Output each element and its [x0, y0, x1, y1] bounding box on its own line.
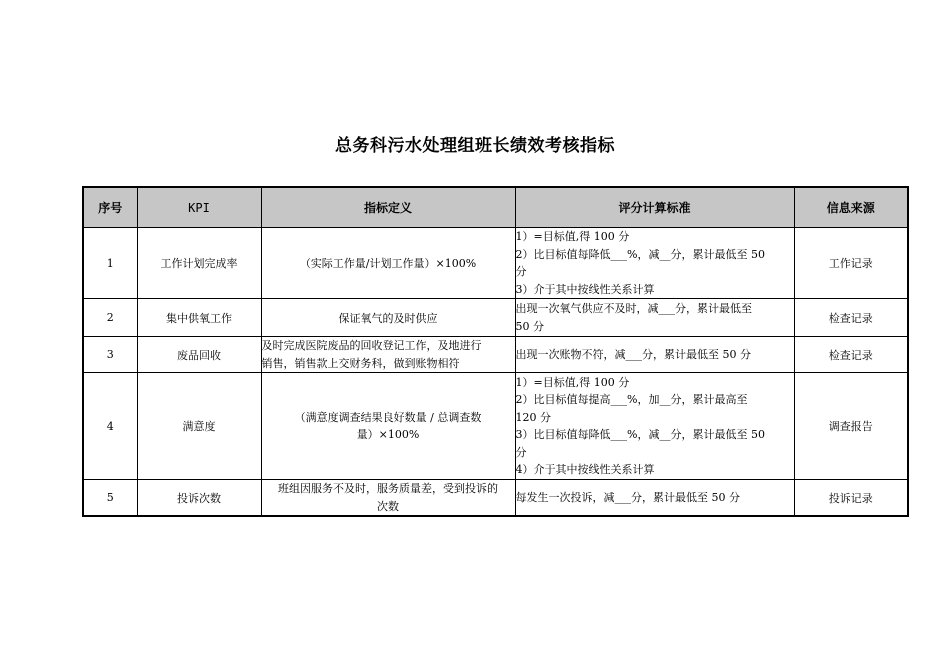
row-source: 投诉记录: [794, 480, 908, 517]
definition-line: 次数: [377, 499, 399, 513]
table-row: [83, 480, 908, 517]
criteria-line: 3）介于其中按线性关系计算: [515, 282, 655, 296]
row-seq: 2: [83, 299, 137, 337]
header-seq: 序号: [83, 187, 137, 228]
definition-line: 量）×100%: [356, 428, 420, 441]
row-seq: 4: [83, 373, 137, 480]
criteria-line: 3）比目标值每降低___%，减__分，累计最低至 50: [515, 428, 765, 441]
criteria-line: 4）介于其中按线性关系计算: [515, 463, 655, 476]
row-criteria: [515, 337, 794, 373]
criteria-line: 1）=目标值,得 100 分: [515, 230, 630, 243]
kpi-table: [82, 186, 909, 517]
row-seq: 3: [83, 337, 137, 373]
row-seq: 5: [83, 480, 137, 517]
row-definition: [261, 373, 515, 480]
row-criteria: [515, 480, 794, 517]
page-title: 总务科污水处理组班长绩效考核指标: [335, 136, 615, 156]
header-criteria: 评分计算标准: [515, 187, 794, 228]
definition-line: （满意度调查结果良好数量 / 总调查数: [294, 410, 482, 424]
criteria-line: 分: [515, 265, 527, 278]
row-source: 工作记录: [794, 228, 908, 299]
row-kpi: 工作计划完成率: [137, 228, 261, 299]
row-kpi: 废品回收: [137, 337, 261, 373]
definition-line: 班组因服务不及时，服务质量差，受到投诉的: [278, 482, 498, 495]
row-source: 检查记录: [794, 299, 908, 337]
header-definition: 指标定义: [261, 187, 515, 228]
row-seq: 1: [83, 228, 137, 299]
row-source: 检查记录: [794, 337, 908, 373]
table-row: [83, 228, 908, 299]
criteria-line: 出现一次账物不符，减___分，累计最低至 50 分: [515, 347, 751, 361]
criteria-line: 120 分: [515, 410, 551, 424]
row-source: 调查报告: [794, 373, 908, 480]
row-kpi: 满意度: [137, 373, 261, 480]
row-definition: [261, 337, 515, 373]
row-kpi: 集中供氧工作: [137, 299, 261, 337]
definition-line: 销售，销售款上交财务科，做到账物相符: [261, 356, 460, 370]
row-definition: [261, 480, 515, 517]
table-row: [83, 337, 908, 373]
criteria-line: 出现一次氧气供应不及时，减___分，累计最低至: [515, 302, 752, 315]
header-kpi: KPI: [137, 187, 261, 228]
criteria-line: 2）比目标值每提高___%，加__分，累计最高至: [515, 393, 748, 406]
table-row: [83, 373, 908, 480]
criteria-line: 1）=目标值,得 100 分: [515, 375, 630, 389]
criteria-line: 分: [515, 445, 527, 459]
row-criteria: [515, 299, 794, 337]
row-criteria: [515, 228, 794, 299]
table-header-row: [83, 187, 908, 228]
criteria-line: 每发生一次投诉，减___分，累计最低至 50 分: [515, 490, 740, 504]
row-definition: 保证氧气的及时供应: [261, 299, 515, 337]
row-criteria: [515, 373, 794, 480]
header-source: 信息来源: [794, 187, 908, 228]
row-kpi: 投诉次数: [137, 480, 261, 517]
criteria-line: 2）比目标值每降低___%，减__分，累计最低至 50: [515, 247, 765, 261]
row-definition: （实际工作量/计划工作量）×100%: [261, 228, 515, 299]
table-row: [83, 299, 908, 337]
definition-line: 及时完成医院废品的回收登记工作，及地进行: [261, 339, 482, 352]
criteria-line: 50 分: [515, 319, 544, 333]
